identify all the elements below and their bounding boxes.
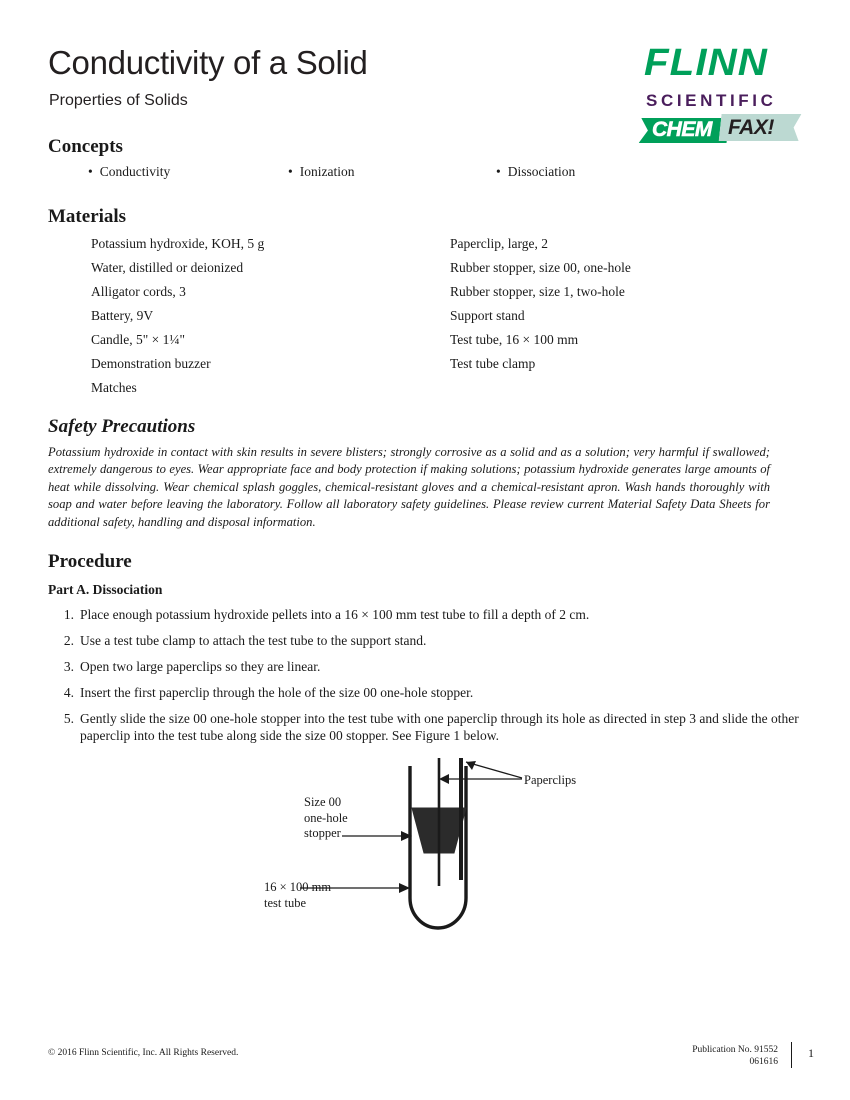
page-subtitle: Properties of Solids: [49, 92, 188, 109]
step-text: Insert the first paperclip through the hole of the size 00 one-hole stopper.: [80, 685, 474, 700]
concept-item-1: [88, 164, 170, 180]
step-text: Use a test tube clamp to attach the test tube to the support stand.: [80, 633, 427, 648]
figure-label-stopper-line1: Size 00: [304, 795, 342, 809]
bullet-icon: •: [288, 164, 293, 179]
bullet-icon: •: [88, 164, 93, 179]
material-item: Potassium hydroxide, KOH, 5 g: [91, 236, 265, 251]
concept-item-2: [288, 164, 354, 180]
chemfax-banner: [640, 114, 800, 146]
materials-column-right: [450, 232, 631, 376]
footer-divider: [791, 1042, 792, 1068]
footer-publication-number: Publication No. 91552: [692, 1045, 778, 1055]
logo-brand-text: FLINN: [644, 42, 768, 84]
procedure-step: [52, 684, 804, 701]
footer-publication: [692, 1044, 778, 1068]
bullet-icon: •: [496, 164, 501, 179]
step-text: Place enough potassium hydroxide pellets into a 16 × 100 mm test tube to fill a depth of 2 cm.: [80, 607, 590, 622]
banner-fax-text: FAX!: [728, 116, 774, 139]
procedure-part-label: Part A. Dissociation: [48, 582, 163, 597]
figure-label-test-tube-line2: test tube: [264, 895, 307, 910]
concept-label: Ionization: [299, 164, 355, 179]
step-number: 5.: [63, 711, 74, 726]
materials-column-left: [91, 232, 264, 400]
material-item: Rubber stopper, size 00, one-hole: [450, 260, 631, 275]
footer-page-number: 1: [808, 1046, 814, 1060]
figure-label-stopper-line2: one-hole: [304, 810, 348, 825]
procedure-step: [52, 658, 804, 675]
figure-label-stopper: [304, 795, 348, 842]
procedure-step: [52, 710, 804, 744]
concept-item-3: [496, 164, 575, 180]
material-item: Paperclip, large, 2: [450, 236, 548, 251]
banner-chem-text: CHEM: [652, 118, 712, 141]
material-item: Test tube, 16 × 100 mm: [450, 332, 579, 347]
material-item: Matches: [91, 380, 137, 395]
safety-body-text: Potassium hydroxide in contact with skin results in severe blisters; strongly corrosive as a solid and as a solution; very harmful if swallowed; extremely dangerous to eyes. Wear appropriate face and body protection if making solutions; potassium hydroxide generates large amounts of heat while dissolving. Wear chemical splash goggles, chemical-resistant gloves and a chemical-resistant apron. Wash hands thoroughly with soap and water before leaving the laboratory. Follow all laboratory safety guidelines. Please review current Material Safety Data Sheets for additional safety, handling and disposal information.: [48, 445, 770, 529]
material-item: Alligator cords, 3: [91, 284, 186, 299]
material-item: Test tube clamp: [450, 356, 536, 371]
procedure-heading: Procedure: [48, 551, 132, 572]
safety-heading: Safety Precautions: [48, 416, 196, 437]
footer-publication-code: 061616: [749, 1057, 778, 1067]
logo-brand-subtext: SCIENTIFIC: [646, 91, 777, 110]
footer-copyright: © 2016 Flinn Scientific, Inc. All Rights Reserved.: [48, 1048, 239, 1058]
step-number: 2.: [63, 633, 74, 648]
figure-label-stopper-line3: stopper: [304, 826, 341, 840]
figure-label-test-tube-line1: 16 × 100 mm: [264, 880, 332, 894]
materials-heading: Materials: [48, 206, 127, 227]
material-item: Candle, 5" × 1¼": [91, 332, 185, 347]
material-item: Demonstration buzzer: [91, 356, 211, 371]
step-text: Gently slide the size 00 one-hole stopper into the test tube with one paperclip through its hole as directed in step 3 and slide the other paperclip into the test tube along side the size 00 stopper. See Figure 1 below.: [80, 711, 799, 743]
figure-label-test-tube: [264, 880, 331, 911]
step-number: 3.: [63, 659, 74, 674]
procedure-steps: [52, 606, 804, 753]
concepts-heading: Concepts: [48, 136, 123, 157]
flinn-scientific-logo: [640, 44, 805, 149]
concept-label: Conductivity: [99, 164, 171, 179]
concept-label: Dissociation: [507, 164, 576, 179]
material-item: Rubber stopper, size 1, two-hole: [450, 284, 625, 299]
figure-label-paperclips: Paperclips: [524, 773, 577, 787]
procedure-step: [52, 606, 804, 623]
procedure-step: [52, 632, 804, 649]
page-title: Conductivity of a Solid: [48, 44, 368, 81]
material-item: Support stand: [450, 308, 525, 323]
material-item: Water, distilled or deionized: [91, 260, 244, 275]
step-number: 1.: [63, 607, 74, 622]
step-number: 4.: [63, 685, 74, 700]
material-item: Battery, 9V: [91, 308, 154, 323]
test-tube-figure: [250, 758, 610, 943]
step-text: Open two large paperclips so they are linear.: [80, 659, 321, 674]
paperclips-arrowhead-horizontal: [439, 774, 449, 784]
